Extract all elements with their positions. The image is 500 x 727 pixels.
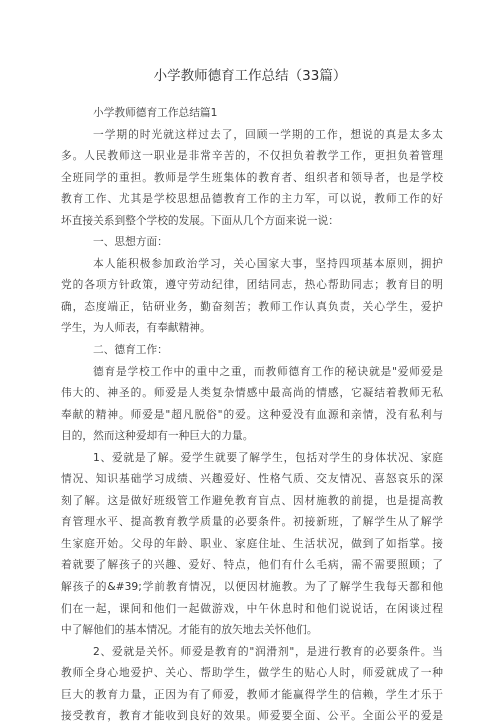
section-subheading: 一、思想方面： — [93, 235, 168, 249]
document-body — [61, 102, 443, 727]
paragraph-line: 生家庭开始。父母的年龄、职业、家庭住址、生活状况，做到了如指掌。接 — [61, 536, 443, 550]
paragraph-line: 德育是学校工作中的重中之重，而教师德育工作的秘诀就是"爱师爱是 — [93, 364, 443, 378]
section-subheading: 二、德育工作： — [93, 343, 168, 357]
paragraph-line: 1、爱就是了解。爱学生就要了解学生，包括对学生的身体状况、家庭 — [93, 450, 443, 464]
paragraph-line: 巨大的教育力量，正因为有了师爱，教师才能赢得学生的信赖，学生才乐于 — [61, 687, 443, 701]
paragraph-line: 解孩子的&#39;学前教育情况，以便因材施教。为了了解学生我每天都和他 — [61, 580, 443, 594]
paragraph-line: 育管理水平、提高教育教学质量的必要条件。初接新班，了解学生从了解学 — [61, 515, 443, 529]
paragraph-line: 中了解他们的基本情况。才能有的放矢地去关怀他们。 — [61, 623, 318, 637]
paragraph-line: 着就要了解孩子的兴趣、爱好、特点，他们有什么毛病，需不需要照顾；了 — [61, 558, 443, 572]
document-title: 小学教师德育工作总结（33篇） — [153, 68, 347, 84]
paragraph-line: 本人能积极参加政治学习，关心国家大事，坚持四项基本原则，拥护 — [93, 256, 443, 270]
paragraph-line: 2、爱就是关怀。师爱是教育的"润滑剂"，是进行教育的必要条件。当 — [93, 644, 443, 658]
section-heading: 小学教师德育工作总结篇1 — [93, 106, 218, 119]
paragraph-line: 学生，为人师表，有奉献精神。 — [61, 321, 211, 335]
paragraph-line: 教育工作、尤其是学校思想品德教育工作的主力军，可以说，教师工作的好 — [61, 192, 443, 206]
paragraph-line: 刻了解。这是做好班级管工作避免教育盲点、因材施教的前提，也是提高教 — [61, 493, 443, 507]
paragraph-line: 目的，然而这种爱却有一种巨大的力量。 — [61, 429, 254, 443]
paragraph-line: 多。人民教师这一职业是非常辛苦的，不仅担负着教学工作，更担负着管理 — [61, 149, 443, 163]
paragraph-line: 一学期的时光就这样过去了，回顾一学期的工作，想说的真是太多太 — [93, 127, 443, 141]
paragraph-line: 教师全身心地爱护、关心、帮助学生，做学生的贴心人时，师爱就成了一种 — [61, 666, 443, 680]
paragraph-line: 奉献的精神。师爱是"超凡脱俗"的爱。这种爱没有血源和亲情，没有私利与 — [61, 407, 443, 421]
paragraph-line: 伟大的、神圣的。师爱是人类复杂情感中最高尚的情感，它凝结着教师无私 — [61, 386, 443, 400]
paragraph-line: 全班同学的重担。教师是学生班集体的教育者、组织者和领导者，也是学校 — [61, 170, 443, 184]
paragraph-line: 党的各项方针政策，遵守劳动纪律，团结同志，热心帮助同志；教育目的明 — [61, 278, 443, 292]
paragraph-line: 坏直接关系到整个学校的发展。下面从几个方面来说一说： — [61, 213, 339, 227]
paragraph-line: 接受教育，教育才能收到良好的效果。师爱要全面、公平。全面公平的爱是 — [61, 709, 443, 723]
paragraph-line: 情况、知识基础学习成绩、兴趣爱好、性格气质、交友情况、喜怒哀乐的深 — [61, 472, 443, 486]
paragraph-line: 确，态度端正，钻研业务，勤奋刻苦；教师工作认真负责，关心学生，爱护 — [61, 299, 443, 313]
paragraph-line: 们在一起，课间和他们一起做游戏，中午休息时和他们说说话，在闲谈过程 — [61, 601, 443, 615]
